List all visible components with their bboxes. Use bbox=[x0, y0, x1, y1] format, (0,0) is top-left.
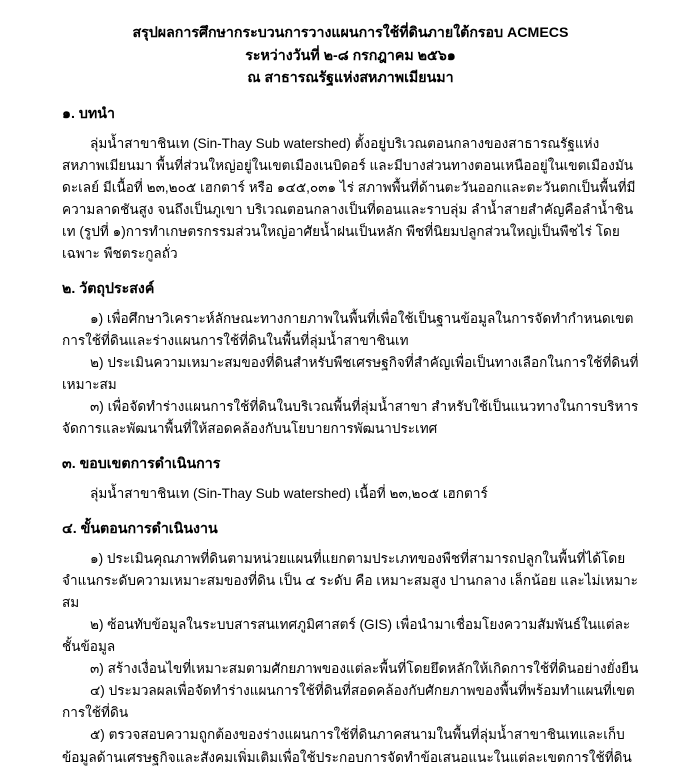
objective-item-1: ๑) เพื่อศึกษาวิเคราะห์ลักษณะทางกายภาพในพื้นที่เพื่อใช้เป็นฐานข้อมูลในการจัดทำกำหนดเขตการใช้ที่ดินและร่างแผนการใช้ที่ดินในพื้นที่ลุ่มน้ำสาขาชินเท bbox=[62, 311, 634, 349]
scope-text: ลุ่มน้ำสาขาชินเท (Sin-Thay Sub watershed) เนื้อที่ ๒๓,๒๐๕ เฮกตาร์ bbox=[90, 486, 488, 502]
section-scope bbox=[62, 453, 639, 505]
paragraph: ลุ่มน้ำสาขาชินเท (Sin-Thay Sub watershed) ตั้งอยู่บริเวณตอนกลางของสาธารณรัฐแห่งสหภาพเมียนมา พื้นที่ส่วนใหญ่อยู่ในเขตเมืองเนบิดอร์ และมีบางส่วนทางตอนเหนืออยู่ในเขตเมืองมันดะเลย์ มีเนื้อที่ ๒๓,๒๐๕ เฮกตาร์ หรือ ๑๔๕,๐๓๑ ไร่ สภาพพื้นที่ด้านตะวันออกและตะวันตกเป็นพื้นที่มีความลาดชันสูง จนถึงเป็นภูเขา บริเวณตอนกลางเป็นที่ดอนและราบลุ่ม ลำน้ำสายสำคัญคือลำน้ำชินเท (รูปที่ ๑)การทำเกษตรกรรมส่วนใหญ่อาศัยน้ำฝนเป็นหลัก พืชที่นิยมปลูกส่วนใหญ่เป็นพืชไร่ โดยเฉพาะ พืชตระกูลถั่ว bbox=[62, 136, 636, 262]
procedure-step-5: ๕) ตรวจสอบความถูกต้องของร่างแผนการใช้ที่ดินภาคสนามในพื้นที่ลุ่มน้ำสาขาชินเทและเก็บข้อมูลด้านเศรษฐกิจและสังคมเพิ่มเติมเพื่อใช้ประกอบการจัดทำข้อเสนอแนะในแต่ละเขตการใช้ที่ดิน bbox=[62, 727, 632, 765]
objective-item-2: ๒) ประเมินความเหมาะสมของที่ดินสำหรับพืชเศรษฐกิจที่สำคัญเพื่อเป็นทางเลือกในการใช้ที่ดินที่เหมาะสม bbox=[62, 355, 639, 393]
procedure-step-3: ๓) สร้างเงื่อนไขที่เหมาะสมตามศักยภาพของแต่ละพื้นที่โดยยึดหลักให้เกิดการใช้ที่ดินอย่างยั่งยืน bbox=[90, 661, 639, 677]
section-introduction bbox=[62, 103, 639, 265]
procedure-step-1: ๑) ประเมินคุณภาพที่ดินตามหน่วยแผนที่แยกตามประเภทของพืชที่สามารถปลูกในพื้นที่ได้โดยจำแนกระดับความเหมาะสมของที่ดิน เป็น ๔ ระดับ คือ เหมาะสมสูง ปานกลาง เล็กน้อย และไม่เหมาะสม bbox=[62, 551, 638, 611]
section-procedure-heading: ๔. ขั้นตอนการดำเนินงาน bbox=[62, 521, 218, 538]
title-line-2: ระหว่างวันที่ ๒-๘ กรกฎาคม ๒๕๖๑ bbox=[245, 47, 456, 64]
procedure-step-4: ๔) ประมวลผลเพื่อจัดทำร่างแผนการใช้ที่ดินที่สอดคล้องกับศักยภาพของพื้นที่พร้อมทำแผนที่เขตการใช้ที่ดิน bbox=[62, 683, 635, 721]
section-objectives bbox=[62, 278, 639, 440]
procedure-step-2: ๒) ซ้อนทับข้อมูลในระบบสารสนเทศภูมิศาสตร์ (GIS) เพื่อนำมาเชื่อมโยงความสัมพันธ์ในแต่ละชั้นข้อมูล bbox=[62, 617, 631, 655]
section-scope-heading: ๓. ขอบเขตการดำเนินการ bbox=[62, 456, 221, 473]
document-title bbox=[62, 22, 639, 90]
title-line-1: สรุปผลการศึกษากระบวนการวางแผนการใช้ที่ดินภายใต้กรอบ ACMECS bbox=[132, 25, 569, 41]
section-procedure bbox=[62, 518, 639, 768]
title-line-3: ณ สาธารณรัฐแห่งสหภาพเมียนมา bbox=[247, 70, 454, 87]
objective-item-3: ๓) เพื่อจัดทำร่างแผนการใช้ที่ดินในบริเวณพื้นที่ลุ่มน้ำสาขา สำหรับใช้เป็นแนวทางในการบริหารจัดการและพัฒนาพื้นที่ให้สอดคล้องกับนโยบายการพัฒนาประเทศ bbox=[62, 399, 639, 437]
section-objectives-heading: ๒. วัตถุประสงค์ bbox=[62, 281, 155, 298]
section-introduction-heading: ๑. บทนำ bbox=[62, 106, 115, 123]
